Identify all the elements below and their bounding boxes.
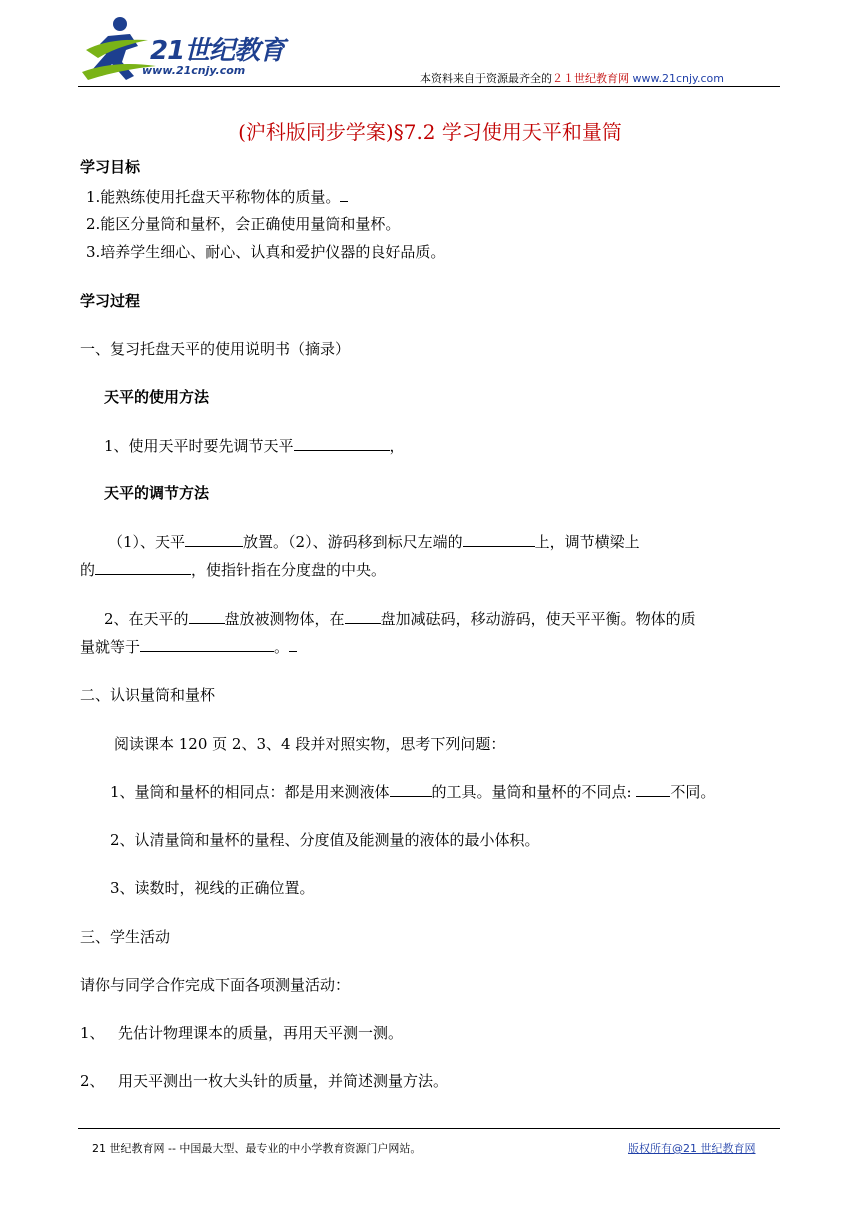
goal-item-1: 1.能熟练使用托盘天平称物体的质量。 — [86, 185, 348, 208]
blank-adjust[interactable] — [294, 434, 390, 451]
blank-level[interactable] — [185, 530, 243, 547]
footer-copyright-link[interactable]: 版权所有@21 世纪教育网 — [628, 1142, 756, 1155]
blank-left-pan[interactable] — [189, 607, 225, 624]
blank-nut[interactable] — [95, 558, 191, 575]
goals-heading: 学习目标 — [80, 158, 141, 176]
section-3-heading: 三、学生活动 — [80, 928, 171, 946]
footer-divider — [78, 1128, 780, 1129]
section-3-item-1: 先估计物理课本的质量，再用天平测一测。 — [118, 1024, 404, 1042]
logo-text: 21世纪教育 — [150, 36, 285, 66]
footer-text: 21 世纪教育网 -- 中国最大型、最专业的中小学教育资源门户网站。 — [92, 1142, 422, 1155]
header-note — [420, 70, 724, 86]
section-1-heading: 一、复习托盘天平的使用说明书（摘录） — [80, 340, 351, 358]
adjust-line-2: 的 ，使指针指在分度盘的中央。 — [80, 558, 386, 581]
blank-mass[interactable] — [140, 635, 274, 652]
section-3-item-1-number: 1、 — [80, 1024, 105, 1042]
section-3-intro: 请你与同学合作完成下面各项测量活动： — [80, 976, 351, 994]
blank-zero[interactable] — [463, 530, 535, 547]
item-2-line-2: 量就等于 。 — [80, 635, 297, 658]
logo-url: www.21cnjy.com — [142, 64, 246, 77]
header-note-site[interactable]: ２１世纪教育网 — [552, 72, 629, 85]
item-1: 1、使用天平时要先调节天平 ， — [104, 434, 405, 457]
goal-item-3: 3.培养学生细心、耐心、认真和爱护仪器的良好品质。 — [86, 243, 446, 261]
section-2-item-1: 1、量筒和量杯的相同点：都是用来测液体 的工具。量筒和量杯的不同点: 不同。 — [110, 780, 715, 803]
section-2-item-3: 3、读数时，视线的正确位置。 — [110, 879, 315, 897]
process-heading: 学习过程 — [80, 292, 141, 310]
blank-volume[interactable] — [390, 780, 432, 797]
item-2-line-1: 2、在天平的 盘放被测物体，在 盘加减砝码，移动游码，使天平平衡。物体的质 — [104, 607, 696, 630]
section-3-item-2-number: 2、 — [80, 1072, 105, 1090]
header-divider — [78, 86, 780, 87]
adjust-line-1: （1）、天平 放置。（2）、游码移到标尺左端的 上，调节横梁上 — [108, 530, 640, 553]
use-method-heading: 天平的使用方法 — [104, 388, 210, 406]
adjust-method-heading: 天平的调节方法 — [104, 484, 210, 502]
blank-diff[interactable] — [636, 780, 670, 797]
header-note-url[interactable]: www.21cnjy.com — [632, 72, 724, 85]
blank-right-pan[interactable] — [345, 607, 381, 624]
section-2-item-2: 2、认清量筒和量杯的量程、分度值及能测量的液体的最小体积。 — [110, 831, 540, 849]
page-title: (沪科版同步学案)§7.2 学习使用天平和量筒 — [238, 120, 622, 144]
section-2-read: 阅读课本 120 页 2、3、4 段并对照实物，思考下列问题： — [114, 735, 506, 753]
goal-item-2: 2.能区分量筒和量杯，会正确使用量筒和量杯。 — [86, 215, 401, 233]
header-note-prefix: 本资料来自于资源最齐全的 — [420, 72, 552, 85]
section-2-heading: 二、认识量筒和量杯 — [80, 686, 216, 704]
section-3-item-2: 用天平测出一枚大头针的质量，并简述测量方法。 — [118, 1072, 449, 1090]
